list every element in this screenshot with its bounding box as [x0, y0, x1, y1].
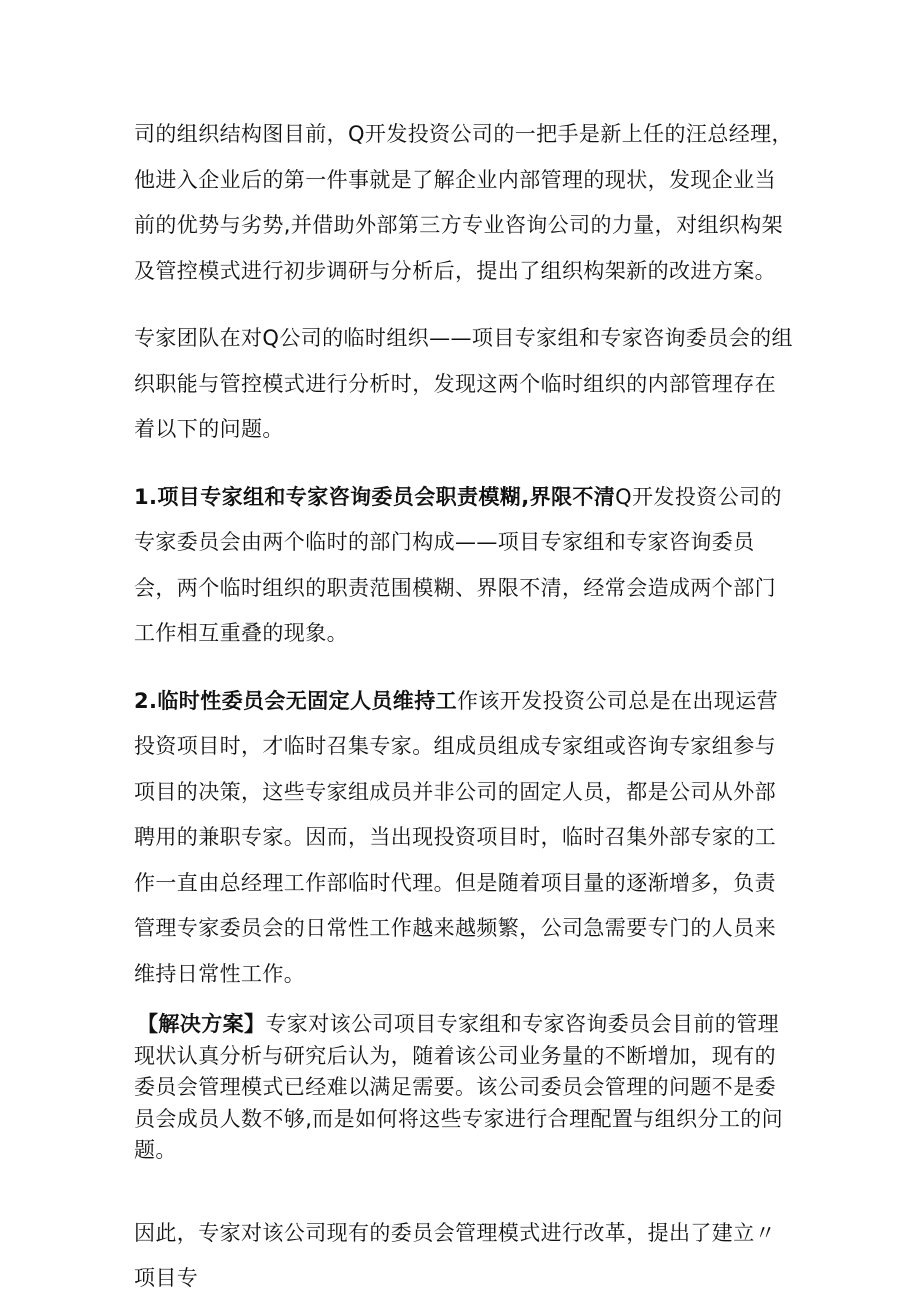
issue-2-body: 作该开发投资公司总是在出现运营投资项目时，才临时召集专家。组成员组成专家组或咨询专家组参与项目的决策，这些专家组成员并非公司的固定人员，都是公司从外部聘用的兼职专家。因而，当出现投资项目时，临时召集外部专家的工作一直由总经理工作部临时代理。但是随着项目量的逐渐增多，负责管理专家委员会的日常性工作越来越频繁，公司急需要专门的人员来维持日常性工作。 [134, 688, 778, 986]
paragraph-conclusion: 因此，专家对该公司现有的委员会管理模式进行改革，提出了建立〃项目专 [134, 1220, 776, 1290]
issue-1-heading: 1.项目专家组和专家咨询委员会职责模糊,界限不清 [134, 484, 616, 509]
issue-1-body: Q开发投资公司的专家委员会由两个临时的部门构成——项目专家组和专家咨询委员会，两个临时组织的职责范围模糊、界限不清，经常会造成两个部门工作相互重叠的现象。 [134, 484, 782, 645]
paragraph-issue-1 [134, 475, 794, 657]
document-page [134, 112, 794, 1302]
solution-heading: 【解决方案】 [137, 1012, 266, 1036]
paragraph-org-chart: 司的组织结构图目前，Q开发投资公司的一把手是新上任的汪总经理，他进入企业后的第一件事就是了解企业内部管理的现状，发现企业当前的优势与劣势,并借助外部第三方专业咨询公司的力量，对组织构架及管控模式进行初步调研与分析后，提出了组织构架新的改进方案。 [134, 122, 793, 283]
solution-body: 专家对该公司项目专家组和专家咨询委员会目前的管理现状认真分析与研究后认为，随着该公司业务量的不断增加，现有的委员会管理模式已经难以满足需要。该公司委员会管理的问题不是委员会成员人数不够,而是如何将这些专家进行合理配置与组织分工的问题。 [134, 1012, 784, 1162]
paragraph-expert-team: 专家团队在对Q公司的临时组织——项目专家组和专家咨询委员会的组织职能与管控模式进行分析时，发现这两个临时组织的内部管理存在着以下的问题。 [134, 326, 793, 441]
paragraph-issue-2 [134, 679, 794, 998]
issue-2-heading: 2.临时性委员会无固定人员维持工 [134, 688, 457, 713]
paragraph-solution [134, 1009, 794, 1167]
